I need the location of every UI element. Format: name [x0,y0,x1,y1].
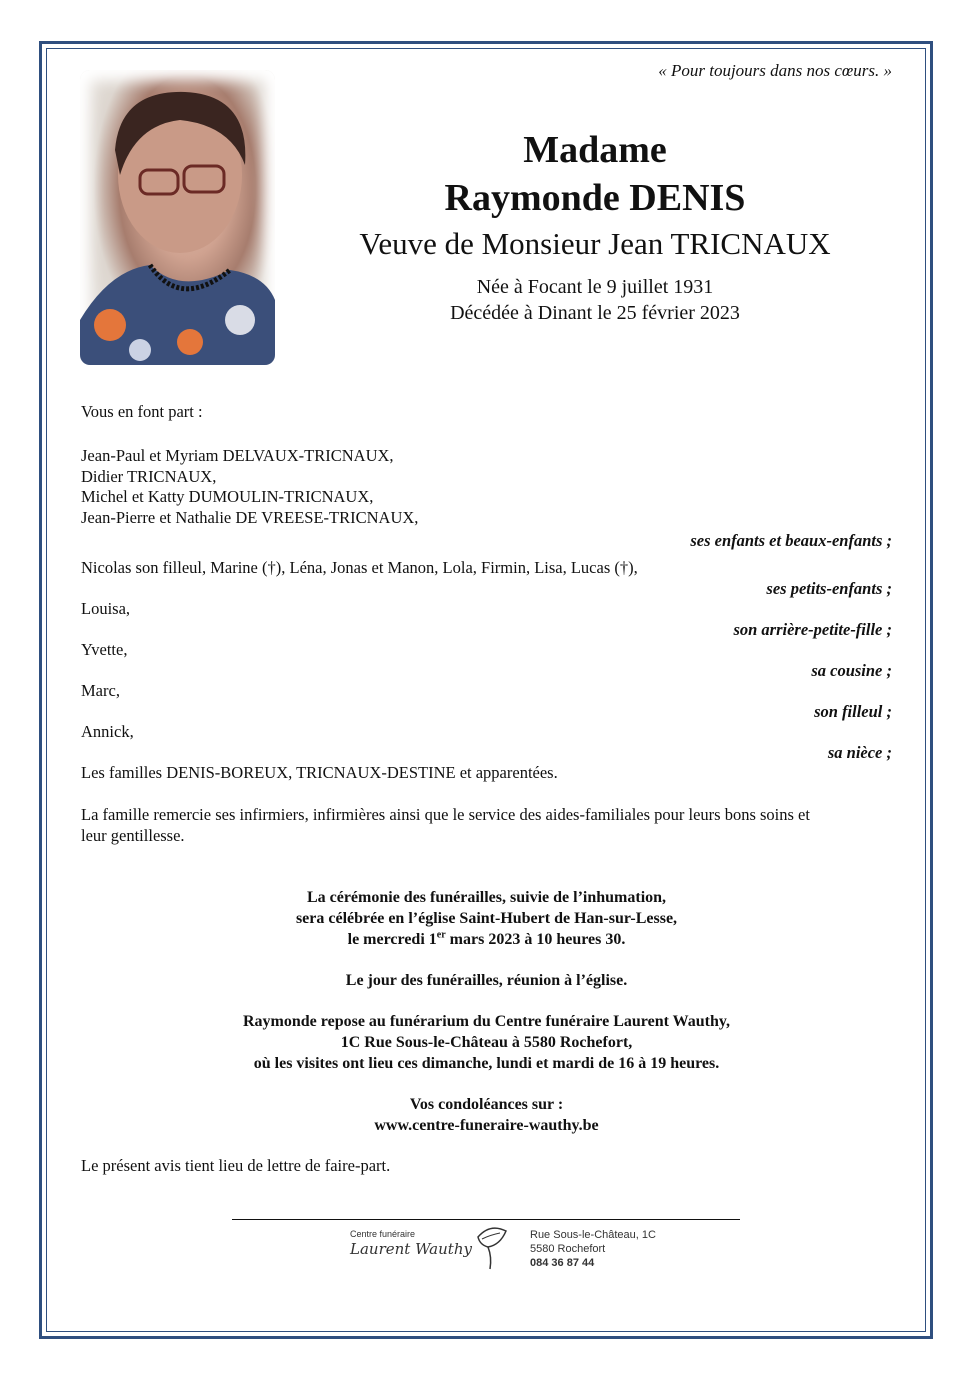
relation-label: ses petits-enfants ; [766,578,892,598]
condolences-label: Vos condoléances sur : [409,1096,564,1113]
motto: « Pour toujours dans nos cœurs. » [658,61,892,80]
grandchildren-block [81,558,892,599]
relation-label: sa nièce ; [827,742,892,762]
logo-caption: Centre funéraire [350,1229,416,1239]
list-item: Jean-Pierre et Nathalie DE VREESE-TRICNAUX, [81,507,419,527]
birth-info: Née à Focant le 9 juillet 1931 [476,276,714,298]
condolences-block [81,1094,892,1136]
funerarium-line: Raymonde repose au funérarium du Centre funéraire Laurent Wauthy, [243,1013,730,1030]
calla-lily-icon [470,1223,514,1276]
footer-address-city: 5580 Rochefort [530,1243,606,1255]
intro-text: Vous en font part : [81,402,203,421]
list-item: Annick, [81,722,134,741]
thanks-paragraph [81,805,892,846]
thanks-line: La famille remercie ses infirmiers, infirmières ainsi que le service des aides-familiales pour leurs bons soins et [81,805,810,824]
thanks-line: leur gentillesse. [81,825,185,845]
logo-wordmark: Laurent Wauthy [350,1240,472,1258]
ceremony-date-text: mars 2023 à 10 heures 30. [445,931,626,948]
families-line: Les familles DENIS-BOREUX, TRICNAUX-DESTINE et apparentées. [81,763,558,782]
list-item: Nicolas son filleul, Marine (†), Léna, Jonas et Manon, Lola, Firmin, Lisa, Lucas (†), [81,558,638,577]
death-info: Décédée à Dinant le 25 février 2023 [450,302,740,324]
ceremony-line: La cérémonie des funérailles, suivie de l’inhumation, [306,889,667,906]
list-item: Marc, [81,681,120,700]
list-item: Jean-Paul et Myriam DELVAUX-TRICNAUX, [81,446,394,465]
widow-of: Veuve de Monsieur Jean TRICNAUX [359,226,831,261]
relation-label: son arrière-petite-fille ; [733,619,892,639]
funerarium-info [81,1011,892,1074]
relation-label: son filleul ; [814,701,892,721]
title-madame: Madame [523,129,667,171]
list-item: Michel et Katty DUMOULIN-TRICNAUX, [81,487,374,506]
ceremony-date [81,929,892,950]
other-relatives [81,599,892,784]
gathering-info: Le jour des funérailles, réunion à l’église. [345,972,628,989]
list-item: Louisa, [81,599,131,618]
ceremony-date-text: le mercredi 1 [347,931,437,948]
closing-text: Le présent avis tient lieu de lettre de faire-part. [81,1156,391,1175]
relation-label: ses enfants et beaux-enfants ; [690,531,892,550]
deceased-name: Raymonde DENIS [444,177,746,219]
portrait-image [80,70,275,365]
funerarium-line: où les visites ont lieu ces dimanche, lundi et mardi de 16 à 19 heures. [253,1055,720,1072]
list-item: Yvette, [81,640,128,659]
footer-address-street: Rue Sous-le-Château, 1C [530,1229,656,1241]
ceremony-line: sera célébrée en l’église Saint-Hubert de Han-sur-Lesse, [295,910,678,927]
ceremony-date-sup: er [436,929,446,941]
condolences-link[interactable]: www.centre-funeraire-wauthy.be [374,1117,599,1134]
list-item: Didier TRICNAUX, [81,466,217,486]
footer-phone: 084 36 87 44 [530,1257,595,1269]
relation-label: sa cousine ; [811,660,892,680]
children-list [81,446,892,552]
funerarium-line: 1C Rue Sous-le-Château à 5580 Rochefort, [340,1034,633,1051]
footer-divider [232,1219,740,1220]
portrait-photo [80,70,275,365]
ceremony-info [81,887,892,950]
